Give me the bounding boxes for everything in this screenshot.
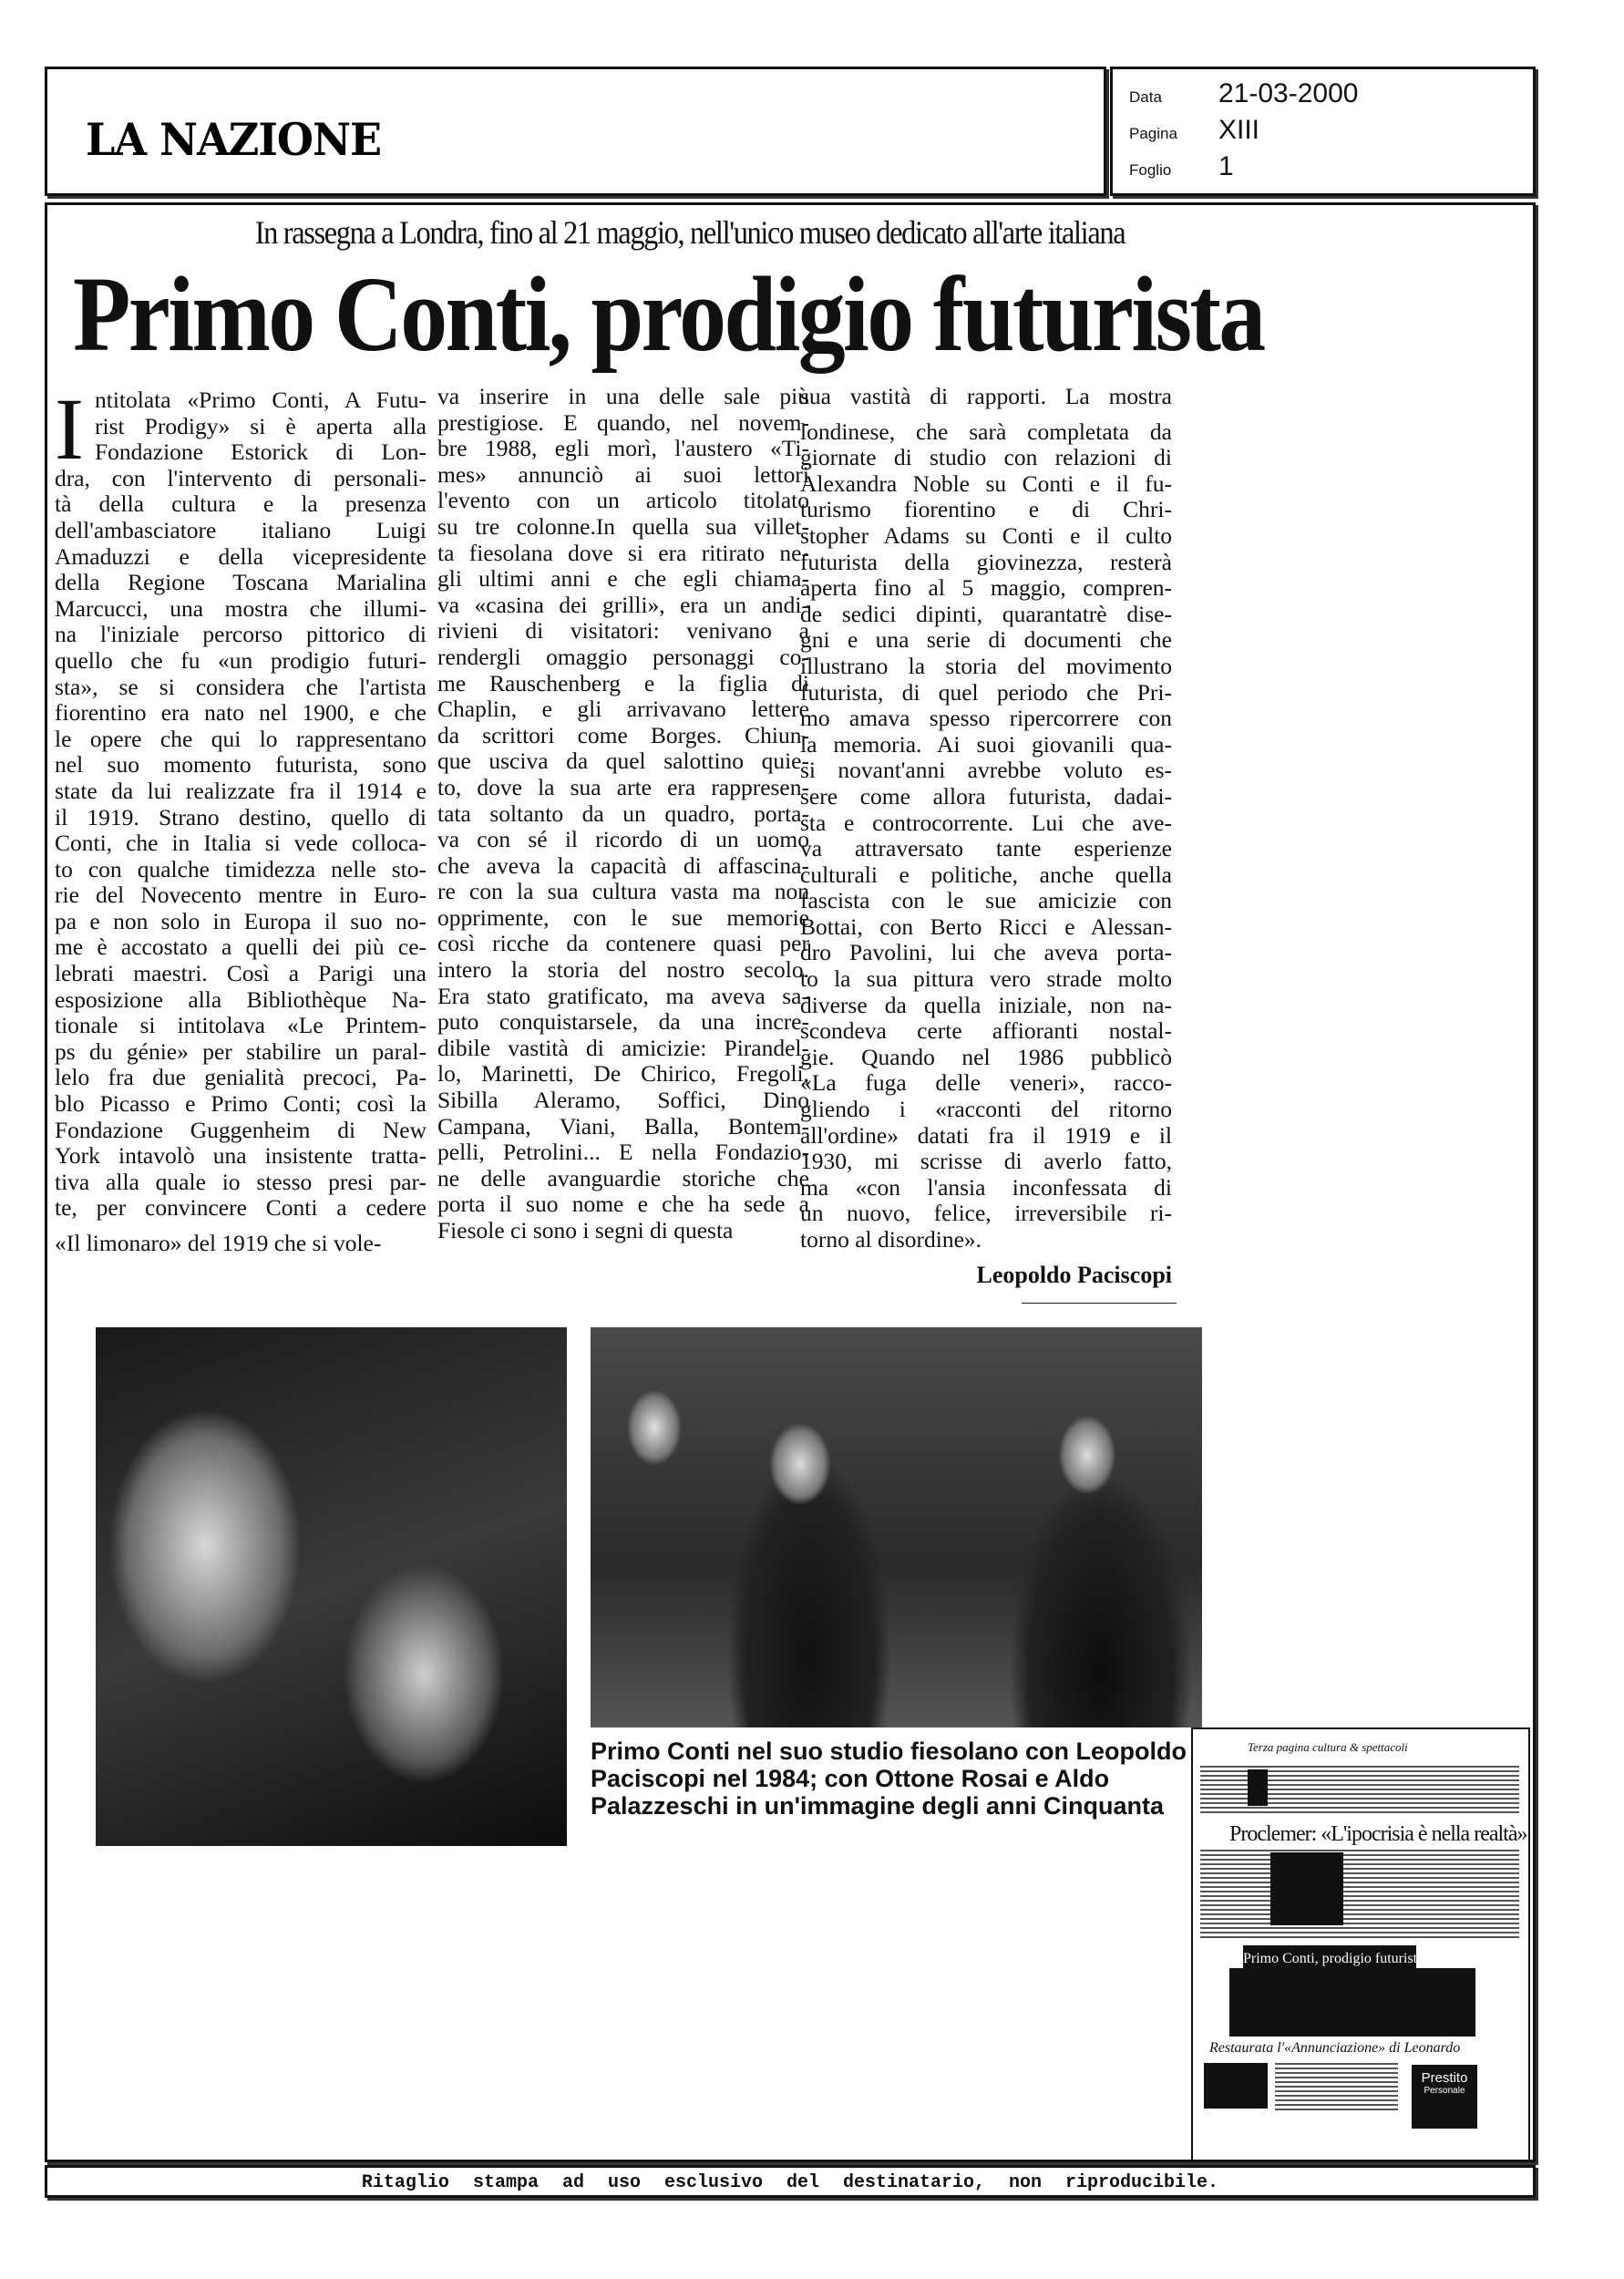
text-line: sta», se si considera che l'artista <box>55 673 427 700</box>
text-line: dell'ambasciatore italiano Luigi <box>55 516 427 543</box>
photo-conti-rosai-palazzeschi <box>591 1327 1202 1727</box>
text-line: puto conquistarsele, da una incre- <box>437 1008 809 1036</box>
text-line: de sedici dipinti, quarantatrè dise- <box>800 600 1172 627</box>
text-line: un nuovo, felice, irreversibile ri- <box>800 1200 1172 1227</box>
text-line: aperta fino al 5 maggio, compren- <box>800 574 1172 602</box>
text-line: turismo fiorentino e di Chri- <box>800 496 1172 523</box>
text-line: Chaplin, e gli arrivavano lettere <box>437 696 809 723</box>
text-line: te, per convincere Conti a cedere <box>55 1194 427 1222</box>
article-column-1 <box>55 380 427 1257</box>
text-line: gliendo i «racconti del ritorno <box>800 1096 1172 1123</box>
text-line: lebrati maestri. Così a Parigi una <box>55 960 427 987</box>
text-line: state da lui realizzate fra il 1914 e <box>55 777 427 804</box>
text-line: «La fuga delle veneri», racco- <box>800 1069 1172 1097</box>
text-line: ma «con l'ansia inconfessata di <box>800 1173 1172 1201</box>
article-kicker: In rassegna a Londra, fino al 21 maggio, nell'unico museo dedicato all'arte italiana <box>254 214 1125 251</box>
text-line: Amaduzzi e della vicepresidente <box>55 542 427 570</box>
text-line: tata soltanto da un quadro, porta- <box>437 799 809 827</box>
text-line: le opere che qui lo rappresentano <box>55 725 427 752</box>
text-line: York intavolò una insistente tratta- <box>55 1142 427 1170</box>
photo-caption: Primo Conti nel suo studio fiesolano con Leopoldo Paciscopi nel 1984; con Ottone Rosai e Aldo Palazzeschi in un'immagine degli anni Cinquanta <box>591 1738 1187 1820</box>
photo-conti-studio <box>96 1327 567 1846</box>
text-line: ps du génie» per stabilire un paral- <box>55 1037 427 1065</box>
text-line: che aveva la capacità di affascina- <box>437 851 809 879</box>
text-line: futurista, di quel periodo che Pri- <box>800 678 1172 706</box>
text-line: sta e controcorrente. Lui che ave- <box>800 809 1172 836</box>
text-line: futurista della giovinezza, resterà <box>800 548 1172 575</box>
text-line: bre 1988, egli morì, l'austero «Ti- <box>437 435 809 462</box>
text-line: Fondazione Guggenheim di New <box>55 1116 427 1143</box>
text-line: dro Pavolini, lui che aveva porta- <box>800 939 1172 966</box>
newspaper-logo: LA NAZIONE <box>86 113 382 166</box>
text-line: Fondazione Estorick di Lon- <box>95 438 427 466</box>
text-line: tionale si intitolava «Le Printem- <box>55 1012 427 1039</box>
meta-page <box>1129 115 1259 146</box>
text-line: su tre colonne.In quella sua villet- <box>437 512 809 540</box>
thumbnail-photo <box>1248 1769 1268 1806</box>
text-line: l'evento con un articolo titolato <box>437 487 809 514</box>
text-line: prestigiose. E quando, nel novem- <box>437 408 809 436</box>
text-line: opprimente, con le sue memorie <box>437 903 809 931</box>
text-line: Conti, che in Italia si vede colloca- <box>55 830 427 857</box>
copyright-notice: Ritaglio stampa ad uso esclusivo del destinatario, non riproducibile. <box>361 2172 1219 2193</box>
text-line: il 1919. Strano destino, quello di <box>55 803 427 830</box>
text-line: ntitolata «Primo Conti, A Futu- <box>95 387 427 413</box>
thumbnail-headline: Proclemer: «L'ipocrisia è nella realtà» <box>1229 1822 1527 1846</box>
text-line: to la sua pittura vero strade molto <box>800 965 1172 993</box>
text-line: to con qualche timidezza nelle sto- <box>55 855 427 882</box>
text-line: torno al disordine». <box>800 1226 982 1253</box>
text-line: esposizione alla Bibliothèque Na- <box>55 985 427 1013</box>
text-line: Fiesole ci sono i segni di questa <box>437 1217 734 1243</box>
thumbnail-text-block <box>1200 1850 1519 1941</box>
text-line: fiorentino era nato nel 1900, e che <box>55 699 427 727</box>
text-line: que usciva da quel salottino quie- <box>437 748 809 775</box>
meta-value: XIII <box>1218 115 1260 145</box>
text-line: pa e non solo in Europa il suo no- <box>55 907 427 934</box>
text-line: me Rauschenberg e la figlia di <box>437 669 809 696</box>
text-line: ne delle avanguardie storiche che <box>437 1164 809 1191</box>
drop-cap: I <box>55 380 84 478</box>
text-line: rist Prodigy» si è aperta alla <box>95 412 427 439</box>
text-line: va «casina dei grilli», era un andi- <box>437 591 809 618</box>
text-line: va con sé il ricordo di un uomo <box>437 826 809 853</box>
masthead-box <box>45 67 1106 196</box>
text-line: così ricche da contenere quasi per <box>437 930 809 957</box>
text-line: lo, Marinetti, De Chirico, Fregoli, <box>437 1060 809 1088</box>
article-column-2 <box>437 384 809 1244</box>
article-column-3 <box>800 384 1172 1253</box>
text-line: la memoria. Ai suoi giovanili qua- <box>800 730 1172 758</box>
text-line: mo amava spesso ripercorrere con <box>800 705 1172 732</box>
meta-label: Foglio <box>1129 161 1172 179</box>
ad-title: Prestito <box>1421 2070 1468 2086</box>
text-line: da scrittori come Borges. Chiun- <box>437 721 809 748</box>
meta-value: 1 <box>1218 151 1234 181</box>
text-line: intero la storia del nostro secolo. <box>437 956 809 984</box>
text-line: me è accostato a quelli dei più ce- <box>55 933 427 961</box>
ad-subtitle: Personale <box>1424 2086 1465 2096</box>
text-line: gli ultimi anni e che egli chiama- <box>437 565 809 593</box>
article-headline: Primo Conti, prodigio futurista <box>73 254 1264 374</box>
text-line: re con la sua cultura vasta ma non <box>437 878 809 905</box>
article-box <box>45 202 1536 2162</box>
text-line: nel suo momento futurista, sono <box>55 751 427 779</box>
meta-sheet <box>1129 151 1234 182</box>
text-line: rivieni di visitatori: venivano a <box>437 617 809 645</box>
divider <box>1022 1303 1177 1304</box>
text-line: va attraversato tante esperienze <box>800 835 1172 862</box>
text-line: Era stato gratificato, ma aveva sa- <box>437 982 809 1009</box>
footer-box <box>45 2165 1536 2198</box>
text-line: to, dove la sua arte era rappresen- <box>437 773 809 800</box>
text-line: giornate di studio con relazioni di <box>800 444 1172 471</box>
thumbnail-photo <box>1270 1852 1343 1925</box>
thumbnail-section-head: Terza pagina cultura & spettacoli <box>1248 1740 1408 1754</box>
text-line: na l'iniziale percorso pittorico di <box>55 621 427 648</box>
text-line: Alexandra Noble su Conti e il fu- <box>800 469 1172 497</box>
clipping-meta-box <box>1110 67 1536 196</box>
text-line: dra, con l'intervento di personali- <box>55 464 427 491</box>
text-line: quello che fu «un prodigio futuri- <box>55 646 427 674</box>
text-line: mes» annunciò ai suoi lettori <box>437 460 809 488</box>
page-thumbnail <box>1191 1727 1530 2161</box>
text-line: diverse da quella iniziale, non na- <box>800 991 1172 1018</box>
text-line: illustrano la storia del movimento <box>800 652 1172 679</box>
text-line: Sibilla Aleramo, Soffici, Dino <box>437 1087 809 1114</box>
text-line: porta il suo nome e che ha sede a <box>437 1191 809 1218</box>
text-line: rie del Novecento mentre in Euro- <box>55 882 427 909</box>
thumbnail-headline: Restaurata l'«Annunciazione» di Leonardo <box>1209 2040 1461 2056</box>
meta-date <box>1129 78 1358 109</box>
text-line: sere come allora futurista, dadai- <box>800 782 1172 810</box>
thumbnail-photo <box>1204 2063 1268 2109</box>
text-line: 1930, mi scrisse di averlo fatto, <box>800 1148 1172 1175</box>
text-line: rendergli omaggio personaggi co- <box>437 643 809 670</box>
text-line: tà della cultura e la presenza <box>55 490 427 518</box>
text-line: all'ordine» datati fra il 1919 e il <box>800 1121 1172 1149</box>
text-line: ta fiesolana dove si era ritirato ne- <box>437 539 809 566</box>
meta-value: 21-03-2000 <box>1218 78 1359 108</box>
text-line: stopher Adams su Conti e il culto <box>800 521 1172 549</box>
text-line: blo Picasso e Primo Conti; così la <box>55 1090 427 1118</box>
text-line: Campana, Viani, Balla, Bontem- <box>437 1112 809 1140</box>
text-line: sua vastità di rapporti. La mostra <box>800 383 1172 409</box>
text-line: londinese, che sarà completata da <box>800 418 1172 445</box>
text-line: fascista con le sue amicizie con <box>800 887 1172 914</box>
text-line: pelli, Petrolini... E nella Fondazio- <box>437 1139 809 1166</box>
text-line: lelo fra due genialità precoci, Pa- <box>55 1064 427 1091</box>
text-line: culturali e politiche, anche quella <box>800 861 1172 888</box>
thumbnail-ad <box>1412 2065 1477 2129</box>
text-line: della Regione Toscana Marialina <box>55 569 427 596</box>
text-line: tiva alla quale io stesso presi par- <box>55 1168 427 1195</box>
thumbnail-headline: Primo Conti, prodigio futurista <box>1243 1945 1416 1973</box>
text-line: si novant'anni avrebbe voluto es- <box>800 757 1172 784</box>
text-line: gie. Quando nel 1986 pubblicò <box>800 1043 1172 1070</box>
text-line: scondeva certe affioranti nostal- <box>800 1017 1172 1045</box>
text-line: «Il limonaro» del 1919 che si vole- <box>55 1230 382 1256</box>
text-line: va inserire in una delle sale più <box>437 383 809 409</box>
thumbnail-text-block <box>1275 2063 1398 2113</box>
text-line: Bottai, con Berto Ricci e Alessan- <box>800 913 1172 940</box>
thumbnail-article-panel <box>1229 1968 1475 2037</box>
text-line: Marcucci, una mostra che illumi- <box>55 594 427 622</box>
text-line: dibile vastità di amicizie: Pirandel- <box>437 1034 809 1061</box>
text-line: gni e una serie di documenti che <box>800 626 1172 654</box>
meta-label: Pagina <box>1129 125 1177 142</box>
author-byline: Leopoldo Paciscopi <box>976 1262 1172 1288</box>
meta-label: Data <box>1129 88 1162 106</box>
